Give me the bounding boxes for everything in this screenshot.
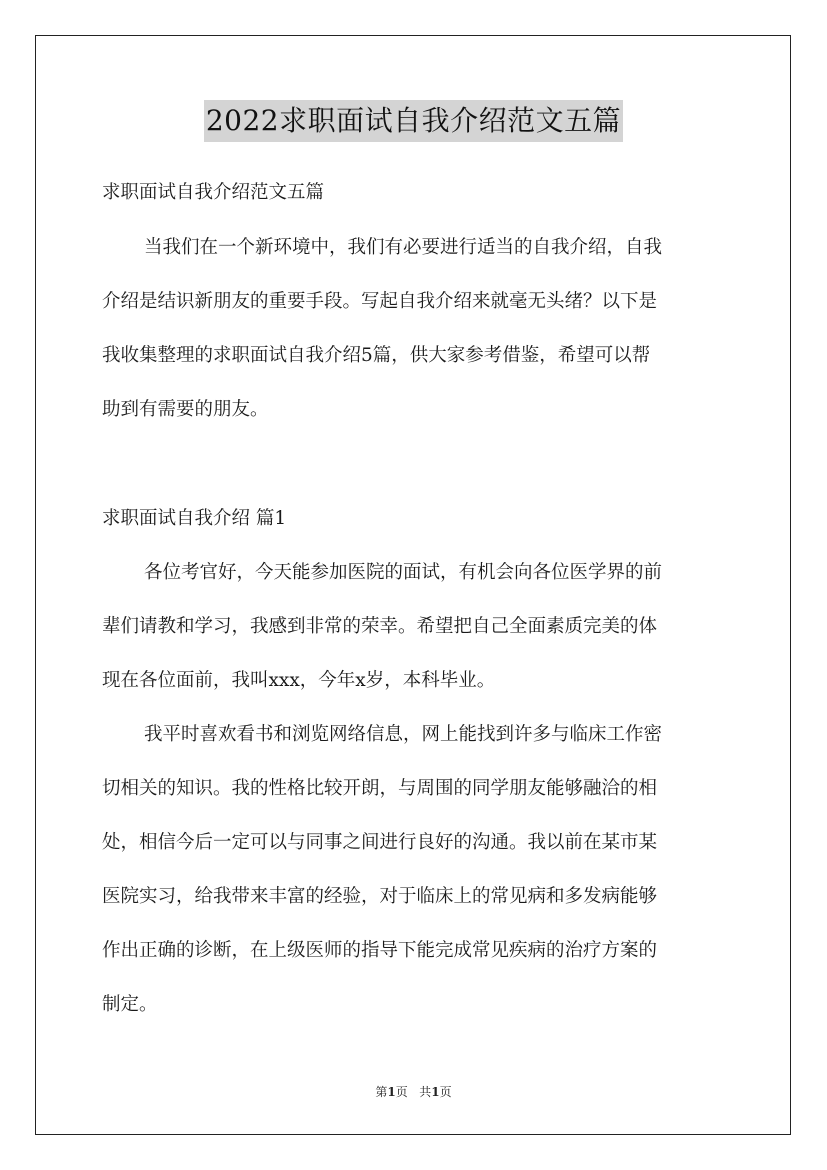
footer-page-unit: 页 <box>395 1085 408 1099</box>
paragraph-line: 当我们在一个新环境中，我们有必要进行适当的自我介绍，自我 <box>144 237 663 258</box>
footer-page-prefix: 第 <box>375 1085 388 1099</box>
paragraph-line: 制定。 <box>102 994 158 1015</box>
paragraph-line: 作出正确的诊断，在上级医师的指导下能完成常见疾病的治疗方案的 <box>102 940 658 961</box>
paragraph-line: 辈们请教和学习，我感到非常的荣幸。希望把自己全面素质完美的体 <box>102 616 658 637</box>
paragraph-line: 各位考官好，今天能参加医院的面试，有机会向各位医学界的前 <box>144 562 663 583</box>
paragraph-line: 医院实习，给我带来丰富的经验，对于临床上的常见病和多发病能够 <box>102 886 658 907</box>
footer-total-unit: 页 <box>439 1085 452 1099</box>
paragraph-line: 我平时喜欢看书和浏览网络信息，网上能找到许多与临床工作密 <box>144 724 663 745</box>
paragraph-line: 切相关的知识。我的性格比较开朗，与周围的同学朋友能够融洽的相 <box>102 778 658 799</box>
paragraph-line: 现在各位面前，我叫xxx，今年x岁，本科毕业。 <box>102 670 496 691</box>
paragraph-line: 介绍是结识新朋友的重要手段。写起自我介绍来就毫无头绪？以下是 <box>102 291 658 312</box>
paragraph-line: 助到有需要的朋友。 <box>102 399 269 420</box>
page-footer <box>0 1084 827 1100</box>
title-container <box>0 100 827 142</box>
footer-total-number: 1 <box>431 1085 440 1099</box>
footer-total-prefix: 共 <box>419 1085 432 1099</box>
section-heading: 求职面试自我介绍 篇1 <box>102 508 287 529</box>
paragraph-line: 处，相信今后一定可以与同事之间进行良好的沟通。我以前在某市某 <box>102 832 658 853</box>
document-title: 2022求职面试自我介绍范文五篇 <box>204 100 623 142</box>
footer-page-number: 1 <box>387 1085 396 1099</box>
section-heading: 求职面试自我介绍范文五篇 <box>102 182 325 203</box>
paragraph-line: 我收集整理的求职面试自我介绍5篇，供大家参考借鉴，希望可以帮 <box>102 345 651 366</box>
